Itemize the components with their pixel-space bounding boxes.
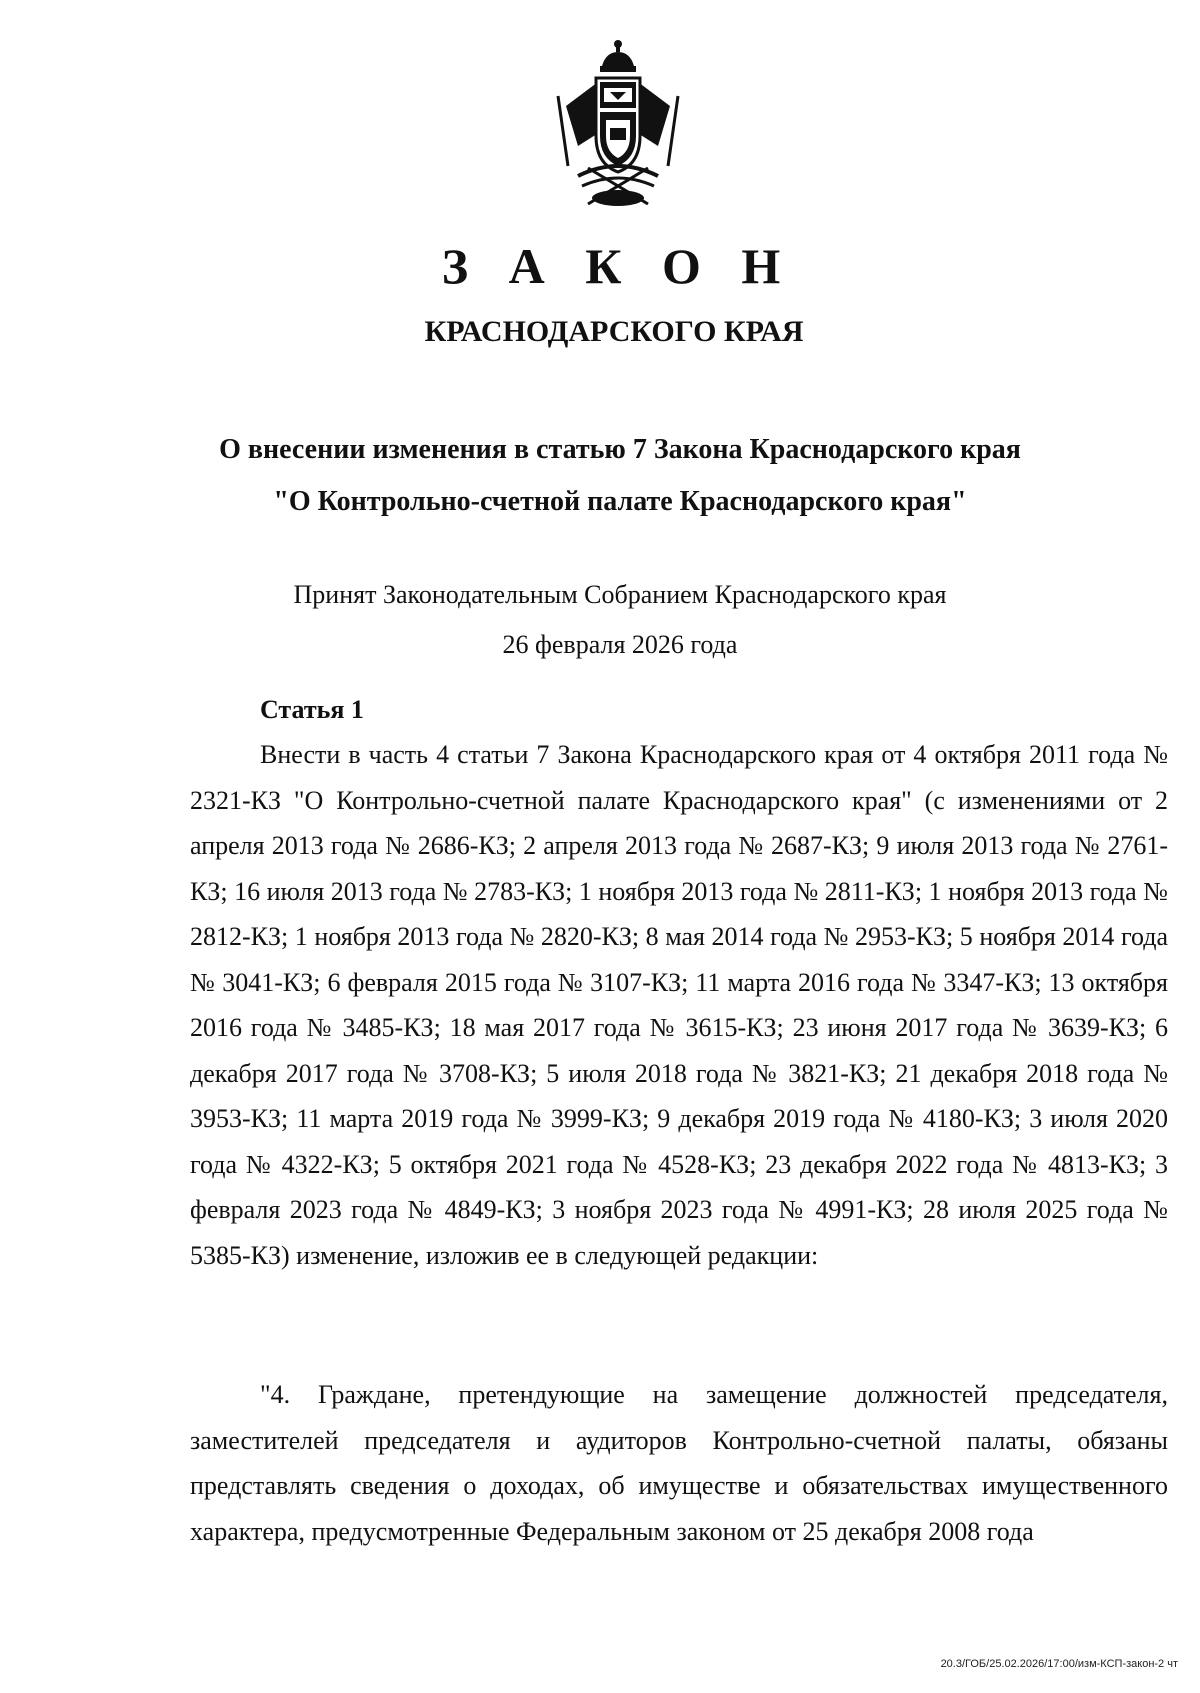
article-paragraph-1: Внести в часть 4 статьи 7 Закона Краснодарского края от 4 октября 2011 года № 2321-КЗ "О Контрольно-счетной палате Краснодарского края" (с изменениями от 2 апреля 2013 года № 2686-КЗ; 2 апреля 2013 года № 2687-КЗ; 9 июля 2013 года № 2761-КЗ; 16 июля 2013 года № 2783-КЗ; 1 ноября 2013 года № 2811-КЗ; 1 ноября 2013 года № 2812-КЗ; 1 ноября 2013 года № 2820-КЗ; 8 мая 2014 года № 2953-КЗ; 5 ноября 2014 года № 3041-КЗ; 6 февраля 2015 года № 3107-КЗ; 11 марта 2016 года № 3347-КЗ; 13 октября 2016 года № 3485-КЗ; 18 мая 2017 года № 3615-КЗ; 23 июня 2017 года № 3639-КЗ; 6 декабря 2017 года № 3708-КЗ; 5 июля 2018 года № 3821-КЗ; 21 декабря 2018 года № 3953-КЗ; 11 марта 2019 года № 3999-КЗ; 9 декабря 2019 года № 4180-КЗ; 3 июля 2020 года № 4322-КЗ; 5 октября 2021 года № 4528-КЗ; 23 декабря 2022 года № 4813-КЗ; 3 февраля 2023 года № 4849-КЗ; 3 ноября 2023 года № 4991-КЗ; 28 июля 2025 года № 5385-КЗ) изменение, изложив ее в следующей редакции: bbox=[190, 740, 1168, 1270]
law-name-line-2: "О Контрольно-счетной палате Краснодарского края" bbox=[273, 486, 967, 517]
adoption-body: Принят Законодательным Собранием Краснодарского края bbox=[293, 580, 947, 609]
article-paragraph-2: "4. Граждане, претендующие на замещение должностей председателя, заместителей председателя и аудиторов Контрольно-счетной палаты, обязаны представлять сведения о доходах, об имуществе и обязательствах имущественного характера, предусмотренные Федеральным законом от 25 декабря 2008 года bbox=[190, 1380, 1168, 1546]
law-name bbox=[120, 424, 1120, 528]
article-heading: Статья 1 bbox=[260, 695, 364, 724]
coat-of-arms-icon bbox=[548, 36, 688, 216]
adoption-note bbox=[120, 570, 1120, 670]
law-name-line-1: О внесении изменения в статью 7 Закона Краснодарского края bbox=[219, 434, 1021, 465]
adoption-date: 26 февраля 2026 года bbox=[502, 630, 738, 659]
document-subtitle: КРАСНОДАРСКОГО КРАЯ bbox=[424, 315, 804, 348]
document-title: З А К О Н bbox=[441, 238, 795, 294]
footer-code: 20.3/ГОБ/25.02.2026/17:00/изм-КСП-закон-2 чт bbox=[940, 1658, 1178, 1670]
